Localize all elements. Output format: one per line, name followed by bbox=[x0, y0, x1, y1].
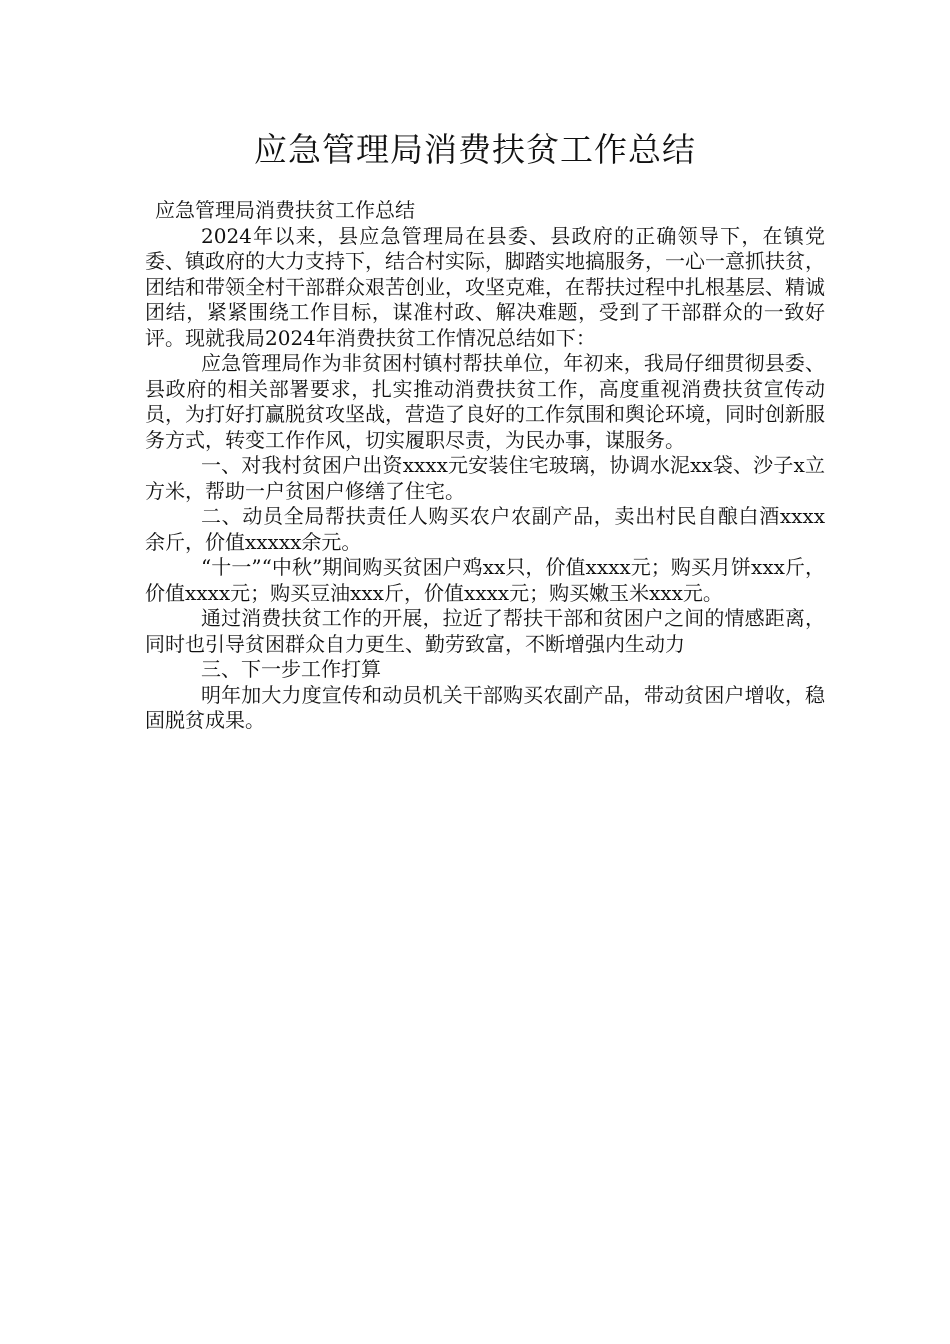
paragraph-effect: 通过消费扶贫工作的开展，拉近了帮扶干部和贫困户之间的情感距离，同时也引导贫困群众自力更生、勤劳致富，不断增强内生动力 bbox=[145, 606, 825, 656]
document-body bbox=[145, 198, 825, 734]
paragraph-item-two: 二、动员全局帮扶责任人购买农户农副产品，卖出村民自酿白酒xxxx余斤，价值xxxxx余元。 bbox=[145, 504, 825, 554]
paragraph-item-one: 一、对我村贫困户出资xxxx元安装住宅玻璃，协调水泥xx袋、沙子x立方米，帮助一户贫困户修缮了住宅。 bbox=[145, 453, 825, 503]
paragraph-intro: 2024年以来，县应急管理局在县委、县政府的正确领导下，在镇党委、镇政府的大力支持下，结合村实际，脚踏实地搞服务，一心一意抓扶贫，团结和带领全村干部群众艰苦创业，攻坚克难，在帮扶过程中扎根基层、精诚团结，紧紧围绕工作目标，谋准村政、解决难题，受到了干部群众的一致好评。现就我局2024年消费扶贫工作情况总结如下： bbox=[145, 223, 825, 350]
paragraph-overview: 应急管理局作为非贫困村镇村帮扶单位，年初来，我局仔细贯彻县委、县政府的相关部署要求，扎实推动消费扶贫工作，高度重视消费扶贫宣传动员，为打好打赢脱贫攻坚战，营造了良好的工作氛围和舆论环境，同时创新服务方式，转变工作作风，切实履职尽责，为民办事，谋服务。 bbox=[145, 351, 825, 452]
document-subtitle: 应急管理局消费扶贫工作总结 bbox=[155, 198, 415, 222]
document-title: 应急管理局消费扶贫工作总结 bbox=[254, 130, 696, 169]
paragraph-next-steps-heading: 三、下一步工作打算 bbox=[201, 657, 381, 681]
paragraph-next-steps: 明年加大力度宣传和动员机关干部购买农副产品，带动贫困户增收，稳固脱贫成果。 bbox=[145, 682, 825, 732]
paragraph-holiday-purchases: “十一”“中秋”期间购买贫困户鸡xx只，价值xxxx元；购买月饼xxx斤，价值xxxx元；购买豆油xxx斤，价值xxxx元；购买嫩玉米xxx元。 bbox=[145, 555, 825, 605]
